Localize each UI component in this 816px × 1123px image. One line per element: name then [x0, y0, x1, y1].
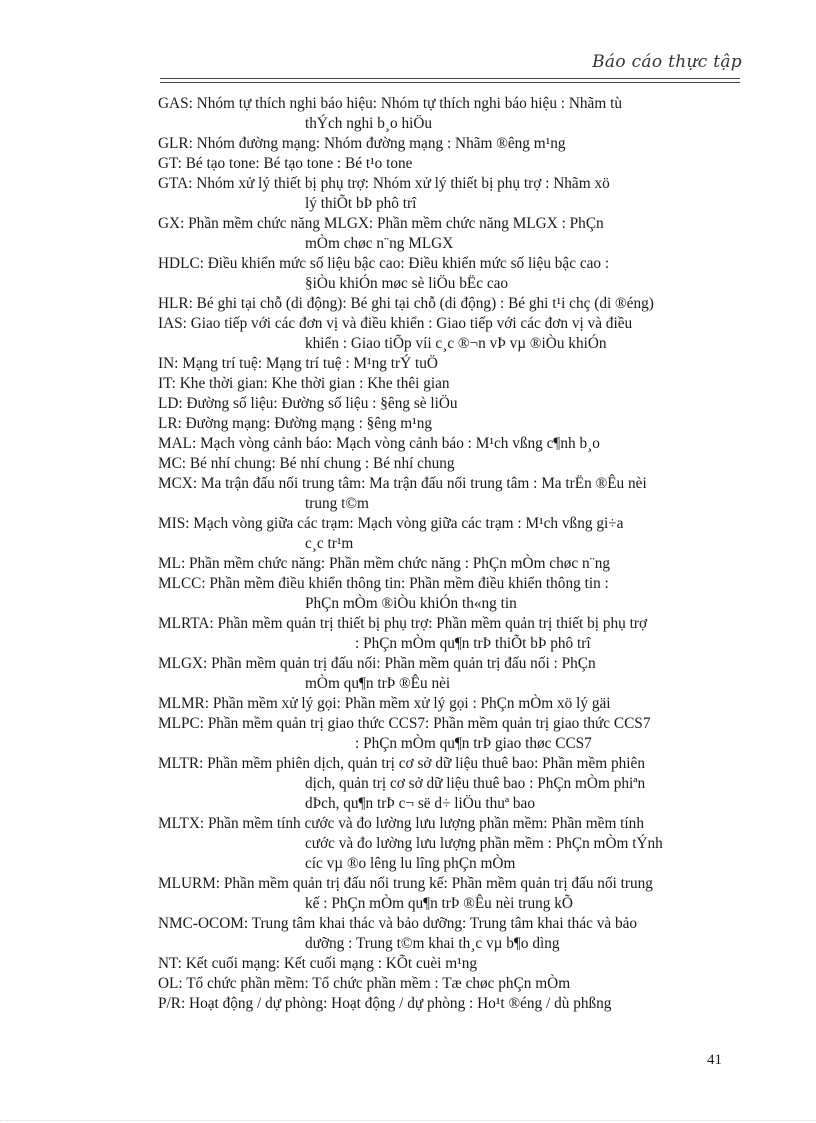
glossary-entry-line: NMC-OCOM: Trung tâm khai thác và bảo dưỡng: Trung tâm khai thác và bảo	[158, 915, 638, 932]
glossary-entry	[158, 694, 740, 714]
glossary-entry-line: MLMR: Phần mềm xử lý gọi: Phần mềm xử lý gọi : PhÇn mÒm xö lý gäi	[158, 695, 611, 712]
glossary-entry	[158, 454, 740, 474]
glossary-entry-line: LR: Đường mạng: Đường mạng : §êng m¹ng	[158, 415, 432, 432]
glossary-entry	[158, 214, 740, 254]
glossary-entry	[158, 574, 740, 614]
glossary-entry-line: MLGX: Phần mềm quản trị đấu nối: Phần mềm quản trị đấu nối : PhÇn	[158, 655, 596, 672]
glossary-entry	[158, 554, 740, 574]
glossary-entry-line: GT: Bé tạo tone: Bé tạo tone : Bé t¹o tone	[158, 155, 413, 172]
glossary-entry	[158, 254, 740, 294]
glossary-entry	[158, 474, 740, 514]
glossary-list	[158, 94, 740, 1014]
glossary-entry-line: MLCC: Phần mềm điều khiển thông tin: Phần mềm điều khiển thông tin :	[158, 575, 609, 592]
header-rule-bottom	[160, 82, 740, 83]
glossary-entry-line: GAS: Nhóm tự thích nghi báo hiệu: Nhóm tự thích nghi báo hiệu : Nhãm tù	[158, 95, 622, 112]
glossary-entry	[158, 314, 740, 354]
glossary-entry-continuation: c¸c tr¹m	[305, 535, 354, 552]
glossary-entry-line: MLTR: Phần mềm phiên dịch, quản trị cơ sở dữ liệu thuê bao: Phần mềm phiên	[158, 755, 645, 772]
glossary-entry-line: IN: Mạng trí tuệ: Mạng trí tuệ : M¹ng trÝ tuÖ	[158, 355, 438, 372]
glossary-entry-line: P/R: Hoạt động / dự phòng: Hoạt động / dự phòng : Ho¹t ®éng / dù phßng	[158, 995, 612, 1012]
glossary-entry	[158, 654, 740, 694]
glossary-entry-line: MAL: Mạch vòng cảnh báo: Mạch vòng cảnh báo : M¹ch vßng c¶nh b¸o	[158, 435, 600, 452]
glossary-entry-line: IT: Khe thời gian: Khe thời gian : Khe thêi gian	[158, 375, 450, 392]
glossary-entry	[158, 974, 740, 994]
glossary-entry-line: HDLC: Điều khiển mức số liệu bậc cao: Điều khiển mức số liệu bậc cao :	[158, 255, 610, 272]
glossary-entry-continuation: cước và đo lường lưu lượng phần mềm : PhÇn mÒm tÝnh	[305, 835, 663, 852]
glossary-entry-continuation: trung t©m	[305, 495, 369, 512]
glossary-entry-line: MLRTA: Phần mềm quản trị thiết bị phụ trợ: Phần mềm quản trị thiết bị phụ trợ	[158, 615, 648, 632]
glossary-entry-continuation: : PhÇn mÒm qu¶n trÞ giao thøc CCS7	[355, 735, 592, 752]
glossary-entry	[158, 814, 740, 874]
page-number: 41	[707, 1052, 722, 1068]
glossary-entry	[158, 714, 740, 754]
glossary-entry	[158, 954, 740, 974]
glossary-entry	[158, 514, 740, 554]
glossary-entry	[158, 994, 740, 1014]
glossary-entry-continuation: dÞch, qu¶n trÞ c¬ së d÷ liÖu thuª bao	[305, 795, 535, 812]
glossary-entry	[158, 94, 740, 134]
glossary-entry-continuation: mÒm chøc n¨ng MLGX	[305, 235, 454, 252]
glossary-entry-line: MIS: Mạch vòng giữa các trạm: Mạch vòng giữa các trạm : M¹ch vßng gi÷a	[158, 515, 624, 532]
glossary-entry-continuation: lý thiÕt bÞ phô trî	[305, 195, 417, 212]
glossary-entry	[158, 394, 740, 414]
glossary-entry-continuation: cíc vµ ®o lêng lu lîng phÇn mÒm	[305, 855, 516, 872]
glossary-entry-line: HLR: Bé ghi tại chỗ (di động): Bé ghi tại chỗ (di động) : Bé ghi t¹i chç (di ®éng)	[158, 295, 654, 312]
page-bottom-border	[0, 1120, 816, 1121]
glossary-entry	[158, 174, 740, 214]
glossary-entry-continuation: thÝch nghi b¸o hiÖu	[305, 115, 433, 132]
glossary-entry-continuation: dịch, quản trị cơ sở dữ liệu thuê bao : PhÇn mÒm phiªn	[305, 775, 646, 792]
glossary-entry-line: MCX: Ma trận đấu nối trung tâm: Ma trận đấu nối trung tâm : Ma trËn ®Êu nèi	[158, 475, 647, 492]
glossary-entry	[158, 374, 740, 394]
glossary-entry	[158, 754, 740, 814]
glossary-entry	[158, 354, 740, 374]
glossary-entry-line: GTA: Nhóm xử lý thiết bị phụ trợ: Nhóm xử lý thiết bị phụ trợ : Nhãm xö	[158, 175, 610, 192]
glossary-entry-line: MC: Bé nhí chung: Bé nhí chung : Bé nhí chung	[158, 455, 455, 472]
glossary-entry-line: ML: Phần mềm chức năng: Phần mềm chức năng : PhÇn mÒm chøc n¨ng	[158, 555, 611, 572]
glossary-entry-line: LD: Đường số liệu: Đường số liệu : §êng sè liÖu	[158, 395, 458, 412]
glossary-entry	[158, 874, 740, 914]
glossary-entry-continuation: §iÒu khiÓn møc sè liÖu bËc cao	[305, 275, 509, 292]
glossary-entry-line: NT: Kết cuối mạng: Kết cuối mạng : KÕt cuèi m¹ng	[158, 955, 478, 972]
glossary-entry	[158, 414, 740, 434]
glossary-entry-line: MLTX: Phần mềm tính cước và đo lường lưu lượng phần mềm: Phần mềm tính	[158, 815, 644, 832]
glossary-entry-continuation: dưỡng : Trung t©m khai th¸c vµ b¶o dìng	[305, 935, 560, 952]
glossary-entry-continuation: khiển : Giao tiÕp víi c¸c ®¬n vÞ vµ ®iÒu khiÓn	[305, 335, 607, 352]
glossary-entry-continuation: mÒm qu¶n trÞ ®Êu nèi	[305, 675, 451, 692]
glossary-entry	[158, 154, 740, 174]
glossary-entry-continuation: kế : PhÇn mÒm qu¶n trÞ ®Êu nèi trung kÕ	[305, 895, 573, 912]
glossary-entry-line: GX: Phần mềm chức năng MLGX: Phần mềm chức năng MLGX : PhÇn	[158, 215, 604, 232]
glossary-entry-continuation: : PhÇn mÒm qu¶n trÞ thiÕt bÞ phô trî	[355, 635, 591, 652]
running-header: Báo cáo thực tập	[592, 52, 742, 72]
glossary-entry-line: MLPC: Phần mềm quản trị giao thức CCS7: Phần mềm quản trị giao thức CCS7	[158, 715, 651, 732]
glossary-entry-line: IAS: Giao tiếp với các đơn vị và điều khiển : Giao tiếp với các đơn vị và điều	[158, 315, 633, 332]
glossary-entry-line: GLR: Nhóm đường mạng: Nhóm đường mạng : Nhãm ®êng m¹ng	[158, 135, 566, 152]
glossary-entry-continuation: PhÇn mÒm ®iÒu khiÓn th«ng tin	[305, 595, 517, 612]
glossary-entry	[158, 434, 740, 454]
glossary-entry	[158, 134, 740, 154]
glossary-entry	[158, 614, 740, 654]
glossary-entry	[158, 294, 740, 314]
glossary-entry-line: MLURM: Phần mềm quản trị đấu nối trung kế: Phần mềm quản trị đấu nối trung	[158, 875, 653, 892]
glossary-entry-line: OL: Tổ chức phần mềm: Tổ chức phần mềm : Tæ chøc phÇn mÒm	[158, 975, 571, 992]
header-rule-top	[160, 78, 740, 79]
glossary-entry	[158, 914, 740, 954]
